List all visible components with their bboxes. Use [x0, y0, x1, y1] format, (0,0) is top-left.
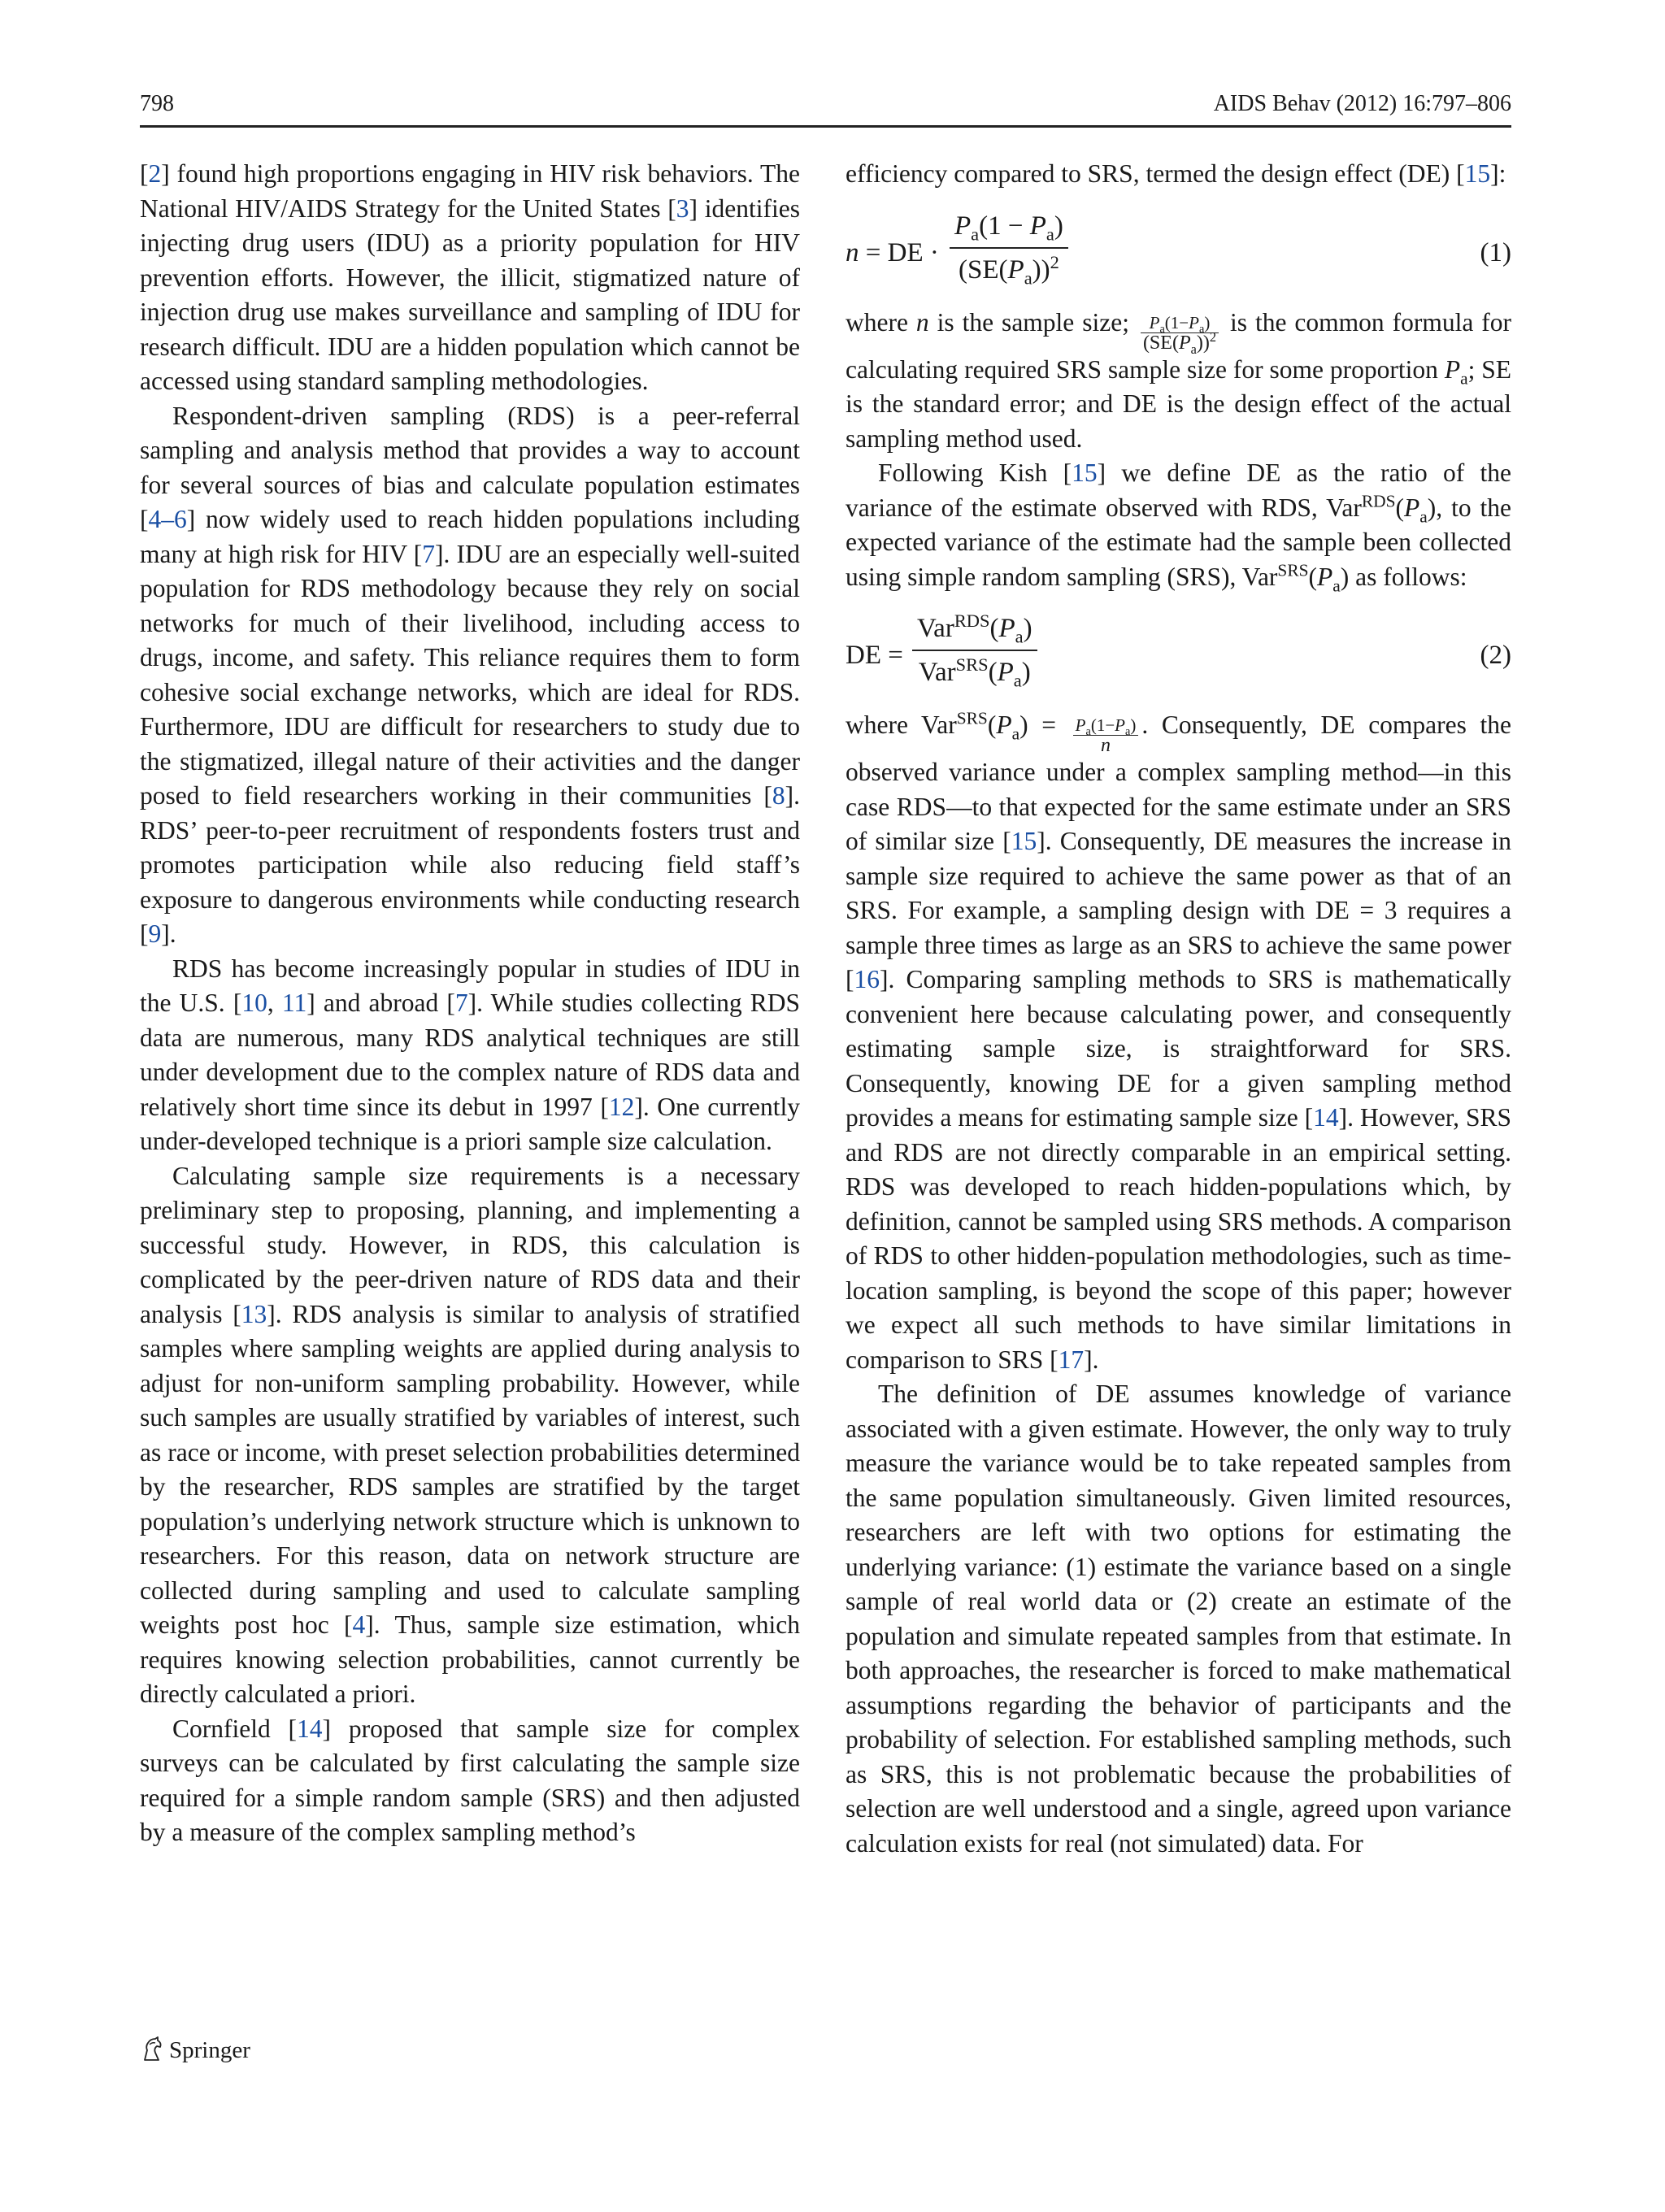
citation-link[interactable]: 14 — [1313, 1103, 1339, 1132]
inline-fraction: $\frac{P_a(1-P_a)}{n}$ — [1073, 715, 1139, 755]
citation-link[interactable]: 15 — [1464, 159, 1491, 188]
right-column — [846, 157, 1511, 1861]
paragraph: Following Kish [15] we define DE as the ratio of the variance of the estimate observed with RDS, $Var^{RDS}(P_a)$, to the expected variance of the estimate had the sample been collected using simple random sampling (SRS), $Var^{SRS}(P_a)$ as follows: — [846, 458, 1512, 595]
paragraph: [2] found high proportions engaging in HIV risk behaviors. The National HIV/AIDS Strategy for the United States [3] identifies injecting drug users (IDU) as a priority population for HIV prevention efforts. However, the illicit, stigmatized nature of injection drug use makes surveillance and sampling of IDU for research difficult. IDU are a hidden population which cannot be accessed using standard sampling methodologies. — [140, 159, 801, 395]
citation-link[interactable]: 15 — [1072, 458, 1098, 487]
paragraph: Calculating sample size requirements is a necessary preliminary step to proposing, planning, and implementing a successful study. However, in RDS, this calculation is complicated by the peer-driven nature of RDS data and their analysis [13]. RDS analysis is similar to analysis of stratified samples where sampling weights are applied during analysis to adjust for non-uniform sampling probability. However, while such samples are usually stratified by variables of interest, such as race or income, with preset selection probabilities determined by the researcher, RDS samples are stratified by the target population’s underlying network structure which is unknown to researchers. For this reason, data on network structure are collected during sampling and used to calculate sampling weights post hoc [4]. Thus, sample size estimation, which requires knowing selection probabilities, cannot currently be directly calculated a priori. — [140, 1161, 801, 1708]
citation-link[interactable]: 3 — [676, 193, 689, 223]
equation-1: n = DE · $\frac{P_a(1 - P_a)}{(SE(P_a))^2}$ (1) — [846, 203, 1511, 301]
paragraph: The definition of DE assumes knowledge of variance associated with a given estimate. However, the only way to truly measure the variance would be to take repeated samples from the same population simultaneously. Given limited resources, researchers are left with two options for estimating the underlying variance: (1) estimate the variance based on a single sample of real world data or (2) create an estimate of the population and simulate repeated samples from that estimate. In both approaches, the researcher is forced to make mathematical assumptions regarding the behavior of participants and the probability of selection. For established sampling methods, such as SRS, this is not problematic because the probabilities of selection are well understood and a single, agreed upon variance calculation exists for real (not simulated) data. For — [846, 1380, 1511, 1858]
springer-horse-icon — [140, 2036, 164, 2062]
inline-fraction: $\frac{P_a(1-P_a)}{(SE(P_a))^2}$ — [1141, 313, 1219, 353]
citation-link[interactable]: 10 — [241, 989, 267, 1017]
citation-link[interactable]: 2 — [148, 159, 162, 188]
paragraph: where $Var^{SRS}(P_a)$ = $\frac{P_a(1-P_a)}{n}$ . Consequently, DE compares the observed variance under a complex sampling method—in this case RDS—to that expected for the same estimate under an SRS of similar size [15]. Consequently, DE measures the increase in sample size required to achieve the same power as that of an SRS. For example, a sampling design with DE = 3 requires a sample three times as large as an SRS to achieve the same power [16]. Comparing sampling methods to SRS is mathematically convenient here because calculating power, and consequently estimating sample size, is straightforward for SRS. Consequently, knowing DE for a given sampling method provides a means for estimating sample size [14]. However, SRS and RDS are not directly comparable in an empirical setting. RDS was developed to reach hidden-populations which, by definition, cannot be sampled using SRS methods. A comparison of RDS to other hidden-population methodologies, such as time-location sampling, is beyond the scope of this paper; however we expect all such methods to have similar limitations in comparison to SRS [17]. — [846, 708, 1512, 1374]
citation-link[interactable]: 11 — [281, 989, 307, 1017]
citation-link[interactable]: 15 — [1011, 827, 1037, 855]
citation-link[interactable]: 9 — [148, 919, 162, 948]
paragraph: efficiency compared to SRS, termed the design effect (DE) [15]: — [846, 159, 1506, 188]
paragraph: RDS has become increasingly popular in studies of IDU in the U.S. [10, 11] and abroad [7]. While studies collecting RDS data are numerous, many RDS analytical techniques are still under development due to the complex nature of RDS data and relatively short time since its debut in 1997 [12]. One currently under-developed technique is a priori sample size calculation. — [140, 954, 801, 1155]
citation-link[interactable]: 17 — [1058, 1345, 1085, 1374]
running-head — [140, 88, 1511, 125]
equation-number: (2) — [1480, 641, 1511, 670]
left-column — [140, 157, 800, 1850]
citation-link[interactable]: 8 — [772, 781, 785, 810]
citation-link[interactable]: 12 — [608, 1092, 635, 1121]
equation-fraction: $Var^{RDS}(P_a)$ $Var^{SRS}(P_a)$ — [912, 611, 1037, 690]
equation-2: DE = $Var^{RDS}(P_a)$ $Var^{SRS}(P_a)$ (2) — [846, 611, 1511, 691]
citation-link[interactable]: 4 — [352, 1610, 366, 1639]
page-number: 798 — [140, 91, 174, 116]
citation-link[interactable]: 4–6 — [148, 505, 187, 533]
citation-link[interactable]: 13 — [241, 1299, 267, 1328]
header-rule — [140, 125, 1511, 128]
paragraph: Respondent-driven sampling (RDS) is a peer-referral sampling and analysis method that provides a way to account for several sources of bias and calculate population estimates [4–6] now widely used to reach hidden populations including many at high risk for HIV [7]. IDU are an especially well-suited population for RDS methodology because they rely on social networks for much of their livelihood, including access to drugs, income, and safety. This reliance requires them to form cohesive social exchange networks, which are ideal for RDS. Furthermore, IDU are difficult for researchers to study due to the stigmatized, illegal nature of their activities and the danger posed to field researchers working in their communities [8]. RDS’ peer-to-peer recruitment of respondents fosters trust and promotes participation while also reducing field staff’s exposure to dangerous environments while conducting research [9]. — [140, 401, 800, 948]
paragraph: Cornfield [14] proposed that sample size for complex surveys can be calculated by first calculating the sample size required for a simple random sample (SRS) and then adjusted by a measure of the complex sampling method’s — [140, 1714, 801, 1846]
equation-fraction: $\frac{P_a(1 - P_a)}{(SE(P_a))^2}$ — [950, 208, 1068, 288]
citation-link[interactable]: 7 — [454, 989, 468, 1017]
citation-link[interactable]: 14 — [297, 1714, 323, 1743]
paragraph: where n is the sample size; $\frac{P_a(1-P_a)}{(SE(P_a))^2}$ is the common formula for calculating required SRS sample size for some proportion $P_a$; SE is the standard error; and DE is the design effect of the actual sampling method used. — [846, 307, 1511, 453]
equation-number: (1) — [1480, 237, 1511, 267]
journal-citation: AIDS Behav (2012) 16:797–806 — [1213, 91, 1511, 116]
citation-link[interactable]: 7 — [422, 539, 436, 568]
citation-link[interactable]: 16 — [854, 965, 880, 993]
publisher-name: Springer — [169, 2037, 250, 2063]
publisher-footer — [140, 2034, 250, 2066]
